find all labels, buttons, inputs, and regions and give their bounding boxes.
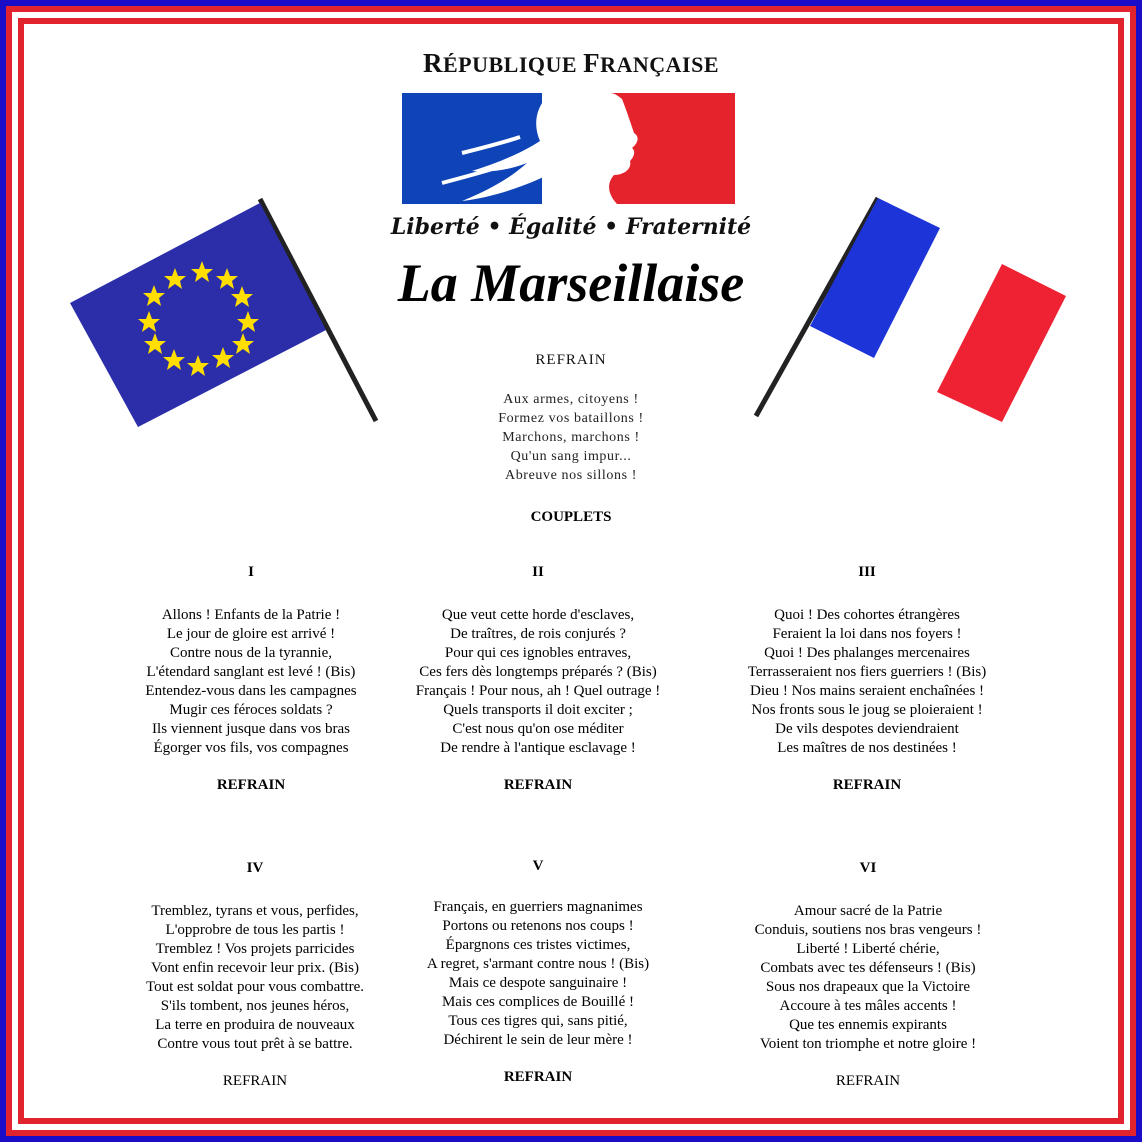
verse-line: A regret, s'armant contre nous ! (Bis) <box>426 956 650 972</box>
verse-line: Pour qui ces ignobles entraves, <box>444 645 632 661</box>
couplet-number: II <box>532 564 544 580</box>
couplet-number: V <box>532 858 544 874</box>
verse-line: C'est nous qu'on ose méditer <box>452 721 624 737</box>
refrain-line: Formez vos bataillons ! <box>498 411 644 426</box>
verse-line: Le jour de gloire est arrivé ! <box>166 626 336 642</box>
verse-line: Français, en guerriers magnanimes <box>433 899 643 915</box>
verse-line: S'ils tombent, nos jeunes héros, <box>160 998 350 1014</box>
refrain-line: Abreuve nos sillons ! <box>505 468 637 483</box>
verse-line: Dieu ! Nos mains seraient enchaînées ! <box>749 683 985 699</box>
verse-line: Nos fronts sous le joug se ploieraient ! <box>751 702 983 718</box>
verse-line: Quoi ! Des cohortes étrangères <box>774 607 960 623</box>
republique-francaise-title: RÉPUBLIQUE FRANÇAISE <box>422 48 719 78</box>
couplet-6 <box>698 860 1038 1090</box>
couplet-refrain-label: REFRAIN <box>503 777 573 793</box>
couplet-refrain-label: REFRAIN <box>222 1073 288 1089</box>
couplet-refrain-label: REFRAIN <box>832 777 902 793</box>
verse-line: Accoure à tes mâles accents ! <box>779 998 957 1014</box>
republic-motto: Liberté • Égalité • Fraternité <box>390 214 752 240</box>
refrain-lines <box>0 390 1142 485</box>
couplet-refrain-label: REFRAIN <box>503 1069 573 1085</box>
refrain-line: Qu'un sang impur... <box>510 449 632 464</box>
verse-line: Mais ce despote sanguinaire ! <box>448 975 628 991</box>
refrain-heading: REFRAIN <box>535 352 607 368</box>
couplet-number: IV <box>246 860 264 876</box>
verse-line: Contre nous de la tyrannie, <box>169 645 333 661</box>
couplet-5 <box>368 858 708 1086</box>
refrain-line: Marchons, marchons ! <box>502 430 640 445</box>
verse-line: Épargnons ces tristes victimes, <box>445 937 631 953</box>
verse-line: L'opprobre de tous les partis ! <box>165 922 345 938</box>
marianne-logo <box>402 93 735 204</box>
verse-line: Voient ton triomphe et notre gloire ! <box>759 1036 977 1052</box>
verse-line: Mais ces complices de Bouillé ! <box>441 994 635 1010</box>
verse-line: Français ! Pour nous, ah ! Quel outrage ! <box>415 683 661 699</box>
couplet-number: I <box>248 564 254 580</box>
verse-line: Entendez-vous dans les campagnes <box>145 683 357 699</box>
verse-line: Tout est soldat pour vous combattre. <box>145 979 365 995</box>
verse-line: Quoi ! Des phalanges mercenaires <box>764 645 970 661</box>
couplet-refrain-label: REFRAIN <box>216 777 286 793</box>
verse-line: Contre vous tout prêt à se battre. <box>157 1036 353 1052</box>
verse-line: Que veut cette horde d'esclaves, <box>441 607 635 623</box>
verse-line: Mugir ces féroces soldats ? <box>169 702 333 718</box>
verse-line: Les maîtres de nos destinées ! <box>777 740 957 756</box>
verse-line: Conduis, soutiens nos bras vengeurs ! <box>754 922 982 938</box>
verse-line: Combats avec tes défenseurs ! (Bis) <box>760 960 976 976</box>
anthem-title: La Marseillaise <box>397 253 745 313</box>
verse-line: Déchirent le sein de leur mère ! <box>443 1032 633 1048</box>
couplet-lines <box>697 606 1037 758</box>
verse-line: La terre en produira de nouveaux <box>155 1017 355 1033</box>
verse-line: Quels transports il doit exciter ; <box>443 702 633 718</box>
couplet-2 <box>368 564 708 794</box>
couplet-number: III <box>858 564 876 580</box>
couplet-lines <box>698 902 1038 1054</box>
couplet-lines <box>368 898 708 1050</box>
couplet-3 <box>697 564 1037 794</box>
verse-line: Tremblez, tyrans et vous, perfides, <box>151 903 359 919</box>
verse-line: Ils viennent jusque dans vos bras <box>152 721 350 737</box>
couplet-refrain-label: REFRAIN <box>835 1073 901 1089</box>
verse-line: Portons ou retenons nos coups ! <box>442 918 634 934</box>
couplet-lines <box>368 606 708 758</box>
refrain-line: Aux armes, citoyens ! <box>503 392 639 407</box>
verse-line: De vils despotes deviendraient <box>775 721 959 737</box>
verse-line: Liberté ! Liberté chérie, <box>796 941 940 957</box>
couplet-number: VI <box>859 860 877 876</box>
verse-line: Ces fers dès longtemps préparés ? (Bis) <box>419 664 657 680</box>
verse-line: Que tes ennemis expirants <box>789 1017 947 1033</box>
verse-line: Tremblez ! Vos projets parricides <box>155 941 355 957</box>
verse-line: Sous nos drapeaux que la Victoire <box>765 979 971 995</box>
verse-line: L'étendard sanglant est levé ! (Bis) <box>146 664 356 680</box>
verse-line: De traîtres, de rois conjurés ? <box>450 626 626 642</box>
verse-line: Tous ces tigres qui, sans pitié, <box>448 1013 628 1029</box>
verse-line: Vont enfin recevoir leur prix. (Bis) <box>150 960 359 976</box>
verse-line: Égorger vos fils, vos compagnes <box>153 740 349 756</box>
verse-line: Feraient la loi dans nos foyers ! <box>772 626 962 642</box>
verse-line: Amour sacré de la Patrie <box>793 903 943 919</box>
verse-line: De rendre à l'antique esclavage ! <box>440 740 636 756</box>
couplets-heading: COUPLETS <box>530 509 612 525</box>
verse-line: Allons ! Enfants de la Patrie ! <box>161 607 341 623</box>
verse-line: Terrasseraient nos fiers guerriers ! (Bis) <box>747 664 987 680</box>
